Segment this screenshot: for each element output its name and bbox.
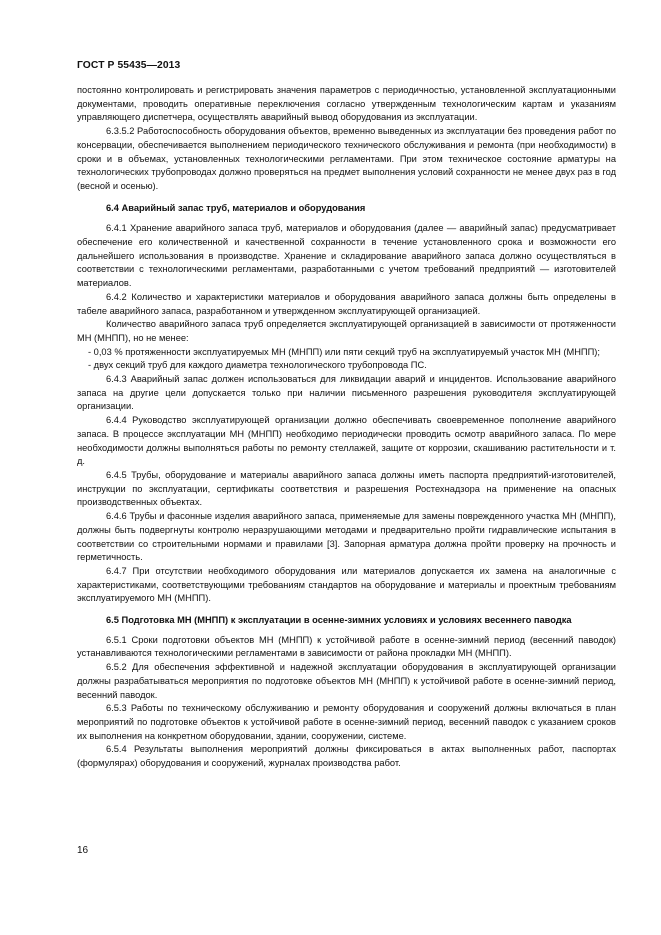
paragraph-6-4-6: 6.4.6 Трубы и фасонные изделия аварийного запаса, применяемые для замены поврежденного участка МН (МНПП), должны быть подвергнуты контролю неразрушающими методами и предварительно пройти гидравлические испытания в соответствии со строительными нормами и правилами [3]. Запорная арматура должна пройти проверку на прочность и герметичность. xyxy=(77,511,616,563)
list-item-dash-2: - двух секций труб для каждого диаметра технологического трубопровода ПС. xyxy=(88,360,427,371)
paragraph-6-4-4: 6.4.4 Руководство эксплуатирующей организации должно обеспечивать своевременное пополнение аварийного запаса. В процессе эксплуатации МН (МНПП) необходимо периодически проводить осмотр аварийного запаса. По мере необходимости должны выполняться работы по ремонту стеллажей, защите от коррозии, скашиванию растительности и т. д. xyxy=(77,415,616,467)
section-heading-6-4: 6.4 Аварийный запас труб, материалов и оборудования xyxy=(106,202,366,213)
paragraph-6-4-2: 6.4.2 Количество и характеристики материалов и оборудования аварийного запаса должны быть определены в табеле аварийного запаса, разработанном и утвержденном эксплуатирующей организацией. xyxy=(77,291,616,316)
paragraph-6-4-5: 6.4.5 Трубы, оборудование и материалы аварийного запаса должны иметь паспорта предприятий-изготовителей, инструкции по эксплуатации, сертификаты соответствия и разрешения Ростехнадзора на применение на опасных производственных объектах. xyxy=(77,469,616,508)
paragraph-6-4-2-quantity: Количество аварийного запаса труб определяется эксплуатирующей организацией в зависимости от протяженности МН (МНПП), но не менее: xyxy=(77,319,616,343)
paragraph-6-4-1: 6.4.1 Хранение аварийного запаса труб, материалов и оборудования (далее — аварийный запас) предусматривает обеспечение его количественной и качественной сохранности в течение установленного срока и возможности его дальнейшего использования в производстве. Хранение и складирование аварийного запаса должно осуществляться в соответствии с технологическими регламентами, разработанными с учетом требований предприятий — изготовителей материалов. xyxy=(77,223,616,289)
paragraph-6-5-1: 6.5.1 Сроки подготовки объектов МН (МНПП) к устойчивой работе в осенне-зимний период (весенний паводок) устанавливаются технологическими регламентами в зависимости от района прокладки МН (МНПП). xyxy=(77,634,616,659)
paragraph-6-5-3: 6.5.3 Работы по техническому обслуживанию и ремонту оборудования и сооружений должны включаться в план мероприятий по подготовке объектов к устойчивой работе в осенне-зимний период, весенний паводок с указанием сроков их выполнения на конкретном оборудовании, здании, сооружении, системе. xyxy=(77,703,616,741)
document-body xyxy=(77,84,616,771)
paragraph-6-4-3: 6.4.3 Аварийный запас должен использоваться для ликвидации аварий и инцидентов. Использование аварийного запаса на другие цели допускается только при наличии письменного разрешения руководителя эксплуатирующей организации. xyxy=(77,374,616,412)
standard-header: ГОСТ Р 55435—2013 xyxy=(77,60,181,71)
paragraph-6-4-7: 6.4.7 При отсутствии необходимого оборудования или материалов допускается их замена на аналогичные с характеристиками, соответствующими требованиям стандартов на оборудование и материалы и проектным требованиям эксплуатируемого МН (МНПП). xyxy=(77,565,616,604)
page-number: 16 xyxy=(77,845,89,856)
section-heading-6-5: 6.5 Подготовка МН (МНПП) к эксплуатации в осенне-зимних условиях и условиях весеннего паводка xyxy=(106,615,572,626)
paragraph-6-3-5-2: 6.3.5.2 Работоспособность оборудования объектов, временно выведенных из эксплуатации без проведения работ по консервации, обеспечивается выполнением периодического технического обслуживания и ремонта (при необходимости) в сроки и в объемах, установленных технологическими регламентами. При этом техническое состояние арматуры на технологических трубопроводах должно проверяться на предмет выполнения условий сохранности не менее двух раз в год (весной и осенью). xyxy=(77,126,616,191)
paragraph-continuation: постоянно контролировать и регистрировать значения параметров с периодичностью, установленной эксплуатационными документами, проводить оперативные переключения согласно утвержденным технологическим картам и указаниям управляющего диспетчера, осуществлять аварийный вывод оборудования из эксплуатации. xyxy=(77,85,616,123)
paragraph-6-5-4: 6.5.4 Результаты выполнения мероприятий должны фиксироваться в актах выполненных работ, паспортах (формулярах) оборудования и сооружений, журналах производства работ. xyxy=(77,744,616,769)
list-item-dash-1: - 0,03 % протяженности эксплуатируемых МН (МНПП) или пяти секций труб на эксплуатируемый участок МН (МНПП); xyxy=(88,346,600,357)
paragraph-6-5-2: 6.5.2 Для обеспечения эффективной и надежной эксплуатации оборудования в эксплуатирующей организации должны разрабатываться мероприятия по подготовке объектов МН (МНПП) к устойчивой работе в осенне-зимний период, весенний паводок. xyxy=(77,662,616,700)
